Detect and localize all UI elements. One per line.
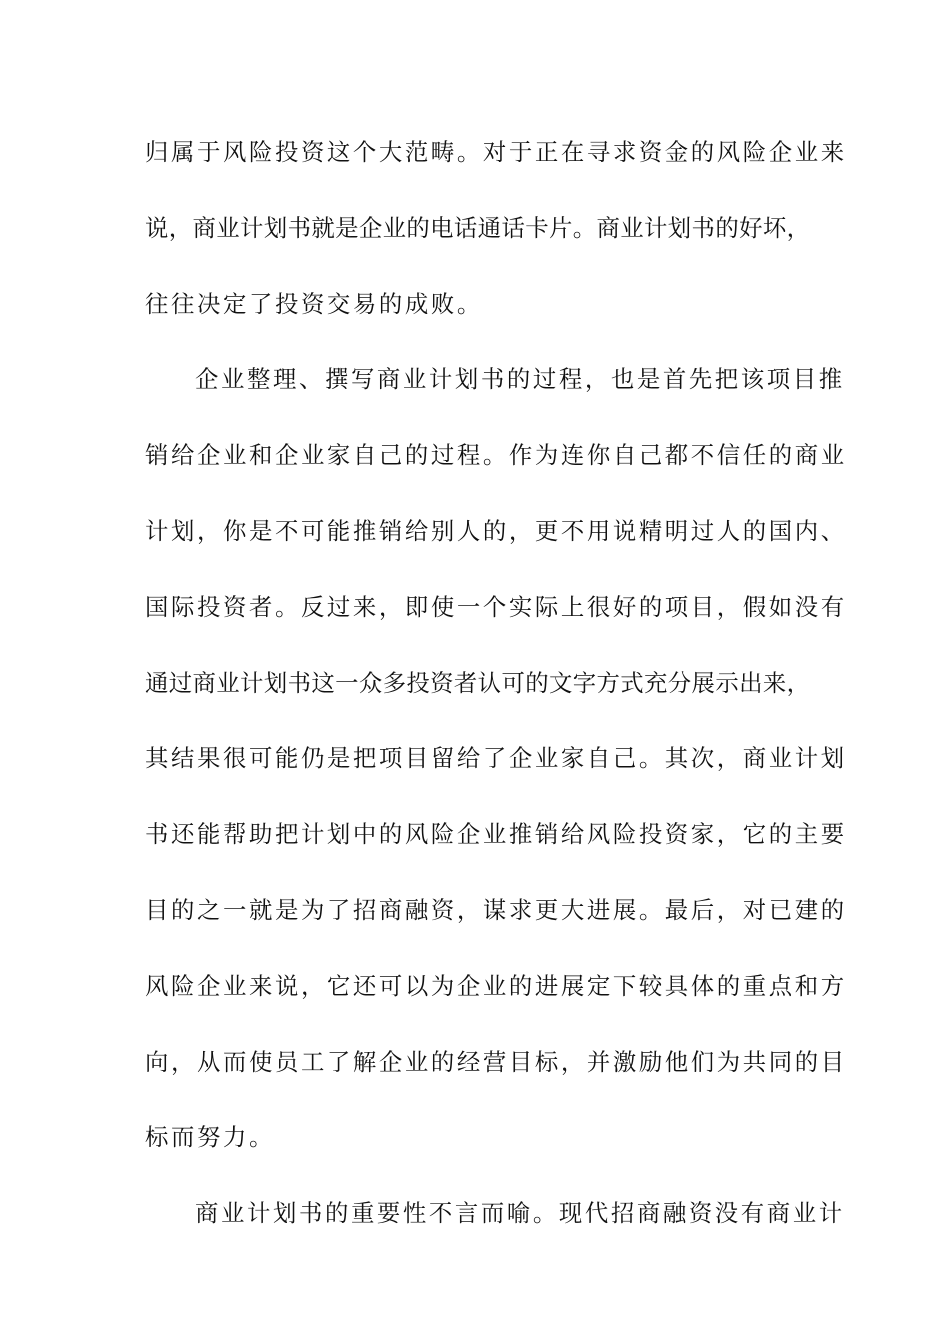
text-line: 向，从而使员工了解企业的经营目标，并激励他们为共同的目 [145, 1047, 847, 1076]
text-line: 其结果很可能仍是把项目留给了企业家自己。其次，商业计划 [145, 744, 847, 773]
text-line: 往往决定了投资交易的成败。 [145, 289, 483, 318]
paragraph-start-line: 企业整理、撰写商业计划书的过程，也是首先把该项目推 [195, 365, 845, 394]
text-line: 标而努力。 [145, 1123, 275, 1152]
text-line: 归属于风险投资这个大范畴。对于正在寻求资金的风险企业来 [145, 138, 847, 166]
text-line: 销给企业和企业家自己的过程。作为连你自己都不信任的商业 [145, 441, 847, 470]
text-line: 国际投资者。反过来，即使一个实际上很好的项目，假如没有 [145, 592, 847, 621]
text-line: 目的之一就是为了招商融资，谋求更大进展。最后，对已建的 [145, 895, 847, 924]
paragraph-start-line: 商业计划书的重要性不言而喻。现代招商融资没有商业计 [195, 1199, 845, 1228]
text-line: 计划，你是不可能推销给别人的，更不用说精明过人的国内、 [145, 516, 847, 545]
text-line: 风险企业来说，它还可以为企业的进展定下较具体的重点和方 [145, 971, 847, 1000]
body-text [145, 125, 847, 1262]
text-line: 通过商业计划书这一众多投资者认可的文字方式充分展示出来， [145, 668, 810, 697]
text-line: 说，商业计划书就是企业的电话通话卡片。商业计划书的好坏， [145, 213, 810, 242]
text-line: 书还能帮助把计划中的风险企业推销给风险投资家，它的主要 [145, 820, 847, 849]
